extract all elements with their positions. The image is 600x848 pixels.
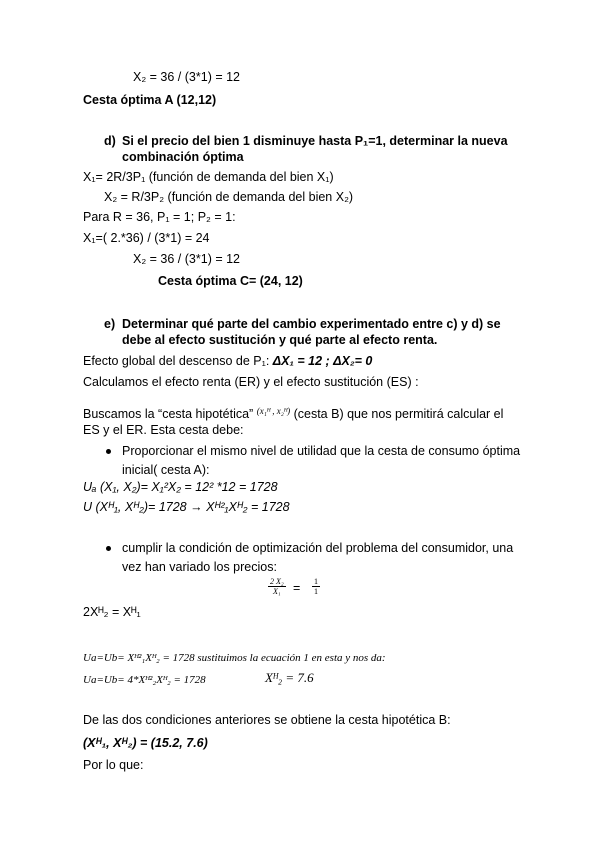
efecto-global-text: Efecto global del descenso de P₁:: [83, 354, 273, 368]
buscamos-part1: Buscamos la “cesta hipotética”: [83, 407, 257, 421]
cesta-optima-c: Cesta óptima C= (24, 12): [158, 274, 303, 288]
fraction-right-numerator: 1: [314, 577, 318, 586]
buscamos-text: [83, 403, 503, 422]
x2-equation-c: X₂ = 36 / (3*1) = 12: [133, 252, 241, 266]
uaub-equation-2: Ua=Ub= 4*Xᴴ²₂Xᴴ₂ = 1728: [83, 674, 206, 686]
fraction-left: [268, 577, 286, 596]
utility-a-equation: Uₐ (X₁, X₂)= X₁²X₂ = 12² *12 = 1728: [83, 480, 278, 494]
bullet2-line1: cumplir la condición de optimización del problema del consumidor, una: [122, 541, 514, 555]
section-d-heading-line2: combinación óptima: [122, 150, 244, 164]
optimization-equation: 2Xᴴ₂ = Xᴴ₁: [83, 605, 141, 619]
bullet2-line2: vez han variado los precios:: [122, 560, 277, 574]
x2-demand-function: X₂ = R/3P₂ (función de demanda del bien X₂): [104, 190, 354, 204]
utility-h-equation: U (Xᴴ₁, Xᴴ₂)= 1728 → Xᴴ²₁Xᴴ₂ = 1728: [83, 500, 290, 514]
uaub-equation-1: Ua=Ub= Xᴴ²₁Xᴴ₂ = 1728 sustituimos la ecuación 1 en esta y nos da:: [83, 652, 386, 664]
parameters: Para R = 36, P₁ = 1; P₂ = 1:: [83, 210, 236, 224]
bullet-icon: [106, 449, 111, 454]
bullet-icon: [106, 546, 111, 551]
conclusion-text: De las dos condiciones anteriores se obtiene la cesta hipotética B:: [83, 713, 451, 727]
section-d-heading-line1: Si el precio del bien 1 disminuye hasta P₁=1, determinar la nueva: [122, 134, 508, 148]
fraction-right: [312, 577, 320, 596]
fraction-equals: =: [293, 581, 301, 595]
cesta-hipotetica-formula: (x₁ᴴ , x₂ᴴ): [256, 406, 291, 416]
bullet1-line2: inicial( cesta A):: [122, 463, 210, 477]
bullet1-line1: Proporcionar el mismo nivel de utilidad que la cesta de consumo óptima: [122, 444, 521, 458]
efecto-global: [83, 353, 372, 369]
x2-equation-a: X₂ = 36 / (3*1) = 12: [133, 70, 241, 84]
fraction-left-numerator: 2 X₂: [270, 577, 284, 586]
por-lo-que: Por lo que:: [83, 758, 144, 772]
x1-demand-function: X₁= 2R/3P₁ (función de demanda del bien X₁): [83, 170, 334, 184]
fraction-right-denominator: 1: [314, 587, 318, 596]
calculamos-text: Calculamos el efecto renta (ER) y el efecto sustitución (ES) :: [83, 375, 419, 389]
section-e-heading-line1: Determinar qué parte del cambio experimentado entre c) y d) se: [122, 317, 501, 331]
cesta-optima-a: Cesta óptima A (12,12): [83, 93, 217, 107]
x1-equation-c: X₁=( 2.*36) / (3*1) = 24: [83, 231, 210, 245]
buscamos-line2: ES y el ER. Esta cesta debe:: [83, 423, 244, 437]
section-e-label: e): [104, 317, 116, 331]
buscamos-part2: (cesta B) que nos permitirá calcular el: [290, 407, 504, 421]
cesta-hipotetica-b: (Xᴴ₁, Xᴴ₂) = (15.2, 7.6): [83, 736, 208, 750]
xh2-result: Xᴴ₂ = 7.6: [265, 670, 314, 685]
section-d-label: d): [104, 134, 116, 148]
section-e-heading-line2: debe al efecto sustitución y qué parte al efecto renta.: [122, 333, 438, 347]
efecto-global-values: ΔX₁ = 12 ; ΔX₂= 0: [272, 354, 373, 368]
fraction-left-denominator: X₁: [273, 587, 281, 596]
